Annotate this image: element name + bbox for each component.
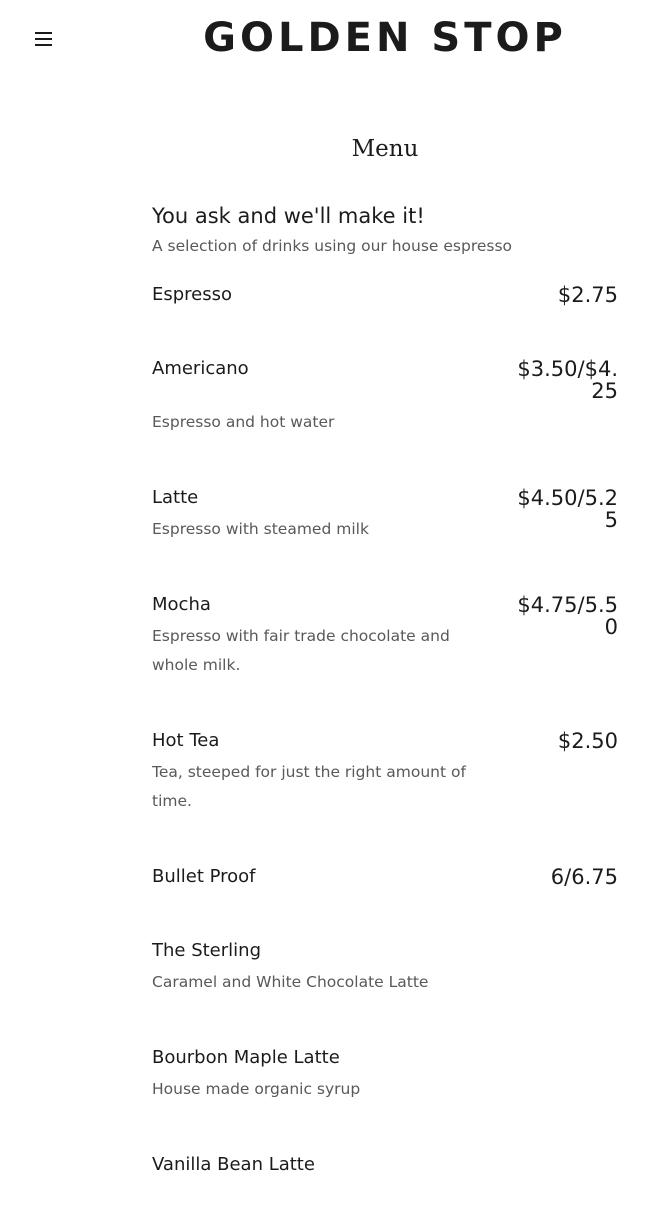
item-description: Espresso and hot water (152, 413, 335, 431)
item-name: Bullet Proof (152, 866, 256, 887)
menu-item (152, 282, 618, 308)
item-name: Espresso (152, 284, 233, 305)
category-description: A selection of drinks using our house espresso (152, 237, 513, 255)
item-price: $4.75/5.50 (517, 593, 618, 639)
category-title: You ask and we'll make it! (152, 204, 425, 228)
section-title: Menu (351, 136, 419, 162)
item-price (506, 1152, 618, 1154)
hamburger-menu-icon[interactable] (33, 30, 55, 50)
menu-item (152, 1045, 618, 1104)
item-name: Latte (152, 487, 199, 508)
item-name: Vanilla Bean Latte (152, 1154, 315, 1175)
category-header (152, 200, 618, 258)
item-price: $2.75 (557, 283, 618, 307)
menu-item (152, 592, 618, 680)
menu-line (35, 44, 52, 46)
menu-item (152, 938, 618, 997)
item-description: Espresso with steamed milk (152, 520, 369, 538)
item-name: The Sterling (152, 940, 261, 961)
item-name: Americano (152, 358, 249, 379)
menu-item (152, 864, 618, 890)
item-price: $4.50/5.25 (517, 486, 618, 532)
item-description: Espresso with fair trade chocolate and whole milk. (152, 627, 450, 674)
item-price: 6/6.75 (550, 865, 618, 889)
site-title[interactable]: GOLDEN STOP (203, 15, 567, 61)
item-name: Hot Tea (152, 730, 220, 751)
item-description: Tea, steeped for just the right amount of time. (152, 763, 466, 810)
menu-line (35, 32, 52, 34)
item-description: House made organic syrup (152, 1080, 361, 1098)
item-name: Bourbon Maple Latte (152, 1047, 340, 1068)
menu-item (152, 1152, 618, 1178)
item-price: $2.50 (557, 729, 618, 753)
item-price: $3.50/$4.25 (517, 357, 618, 403)
site-header (0, 0, 650, 80)
menu-body (152, 200, 618, 1226)
item-price (506, 938, 618, 940)
menu-line (35, 38, 52, 40)
item-price (506, 1045, 618, 1047)
menu-item (152, 485, 618, 544)
menu-item (152, 356, 618, 437)
menu-item (152, 728, 618, 816)
item-description: Caramel and White Chocolate Latte (152, 973, 429, 991)
item-name: Mocha (152, 594, 211, 615)
